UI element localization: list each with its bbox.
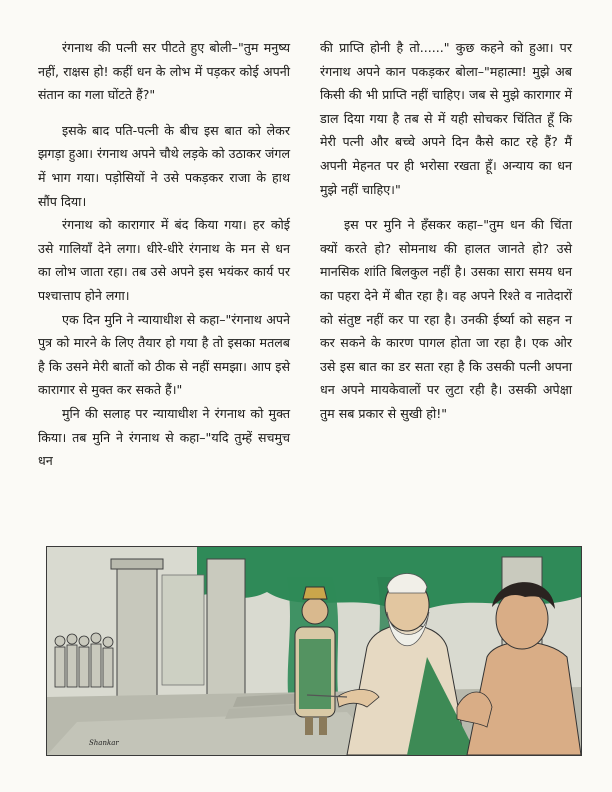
- left-paragraph-4: एक दिन मुनि ने न्यायाधीश से कहा–"रंगनाथ अपने पुत्र को मारने के लिए तैयार हो गया है तो इसका मतलब है कि उसने मेरी बातों को ठीक से नहीं समझा। आप इसे कारागार से मुक्त कर सकते हैं।": [38, 311, 290, 398]
- left-paragraph-5: मुनि की सलाह पर न्यायाधीश ने रंगनाथ को मुक्त किया। तब मुनि ने रंगनाथ से कहा–"यदि तुम्हें सचमुच धन: [38, 405, 290, 469]
- right-paragraph-1: की प्राप्ति होनी है तो......" कुछ कहने को हुआ। पर रंगनाथ अपने कान पकड़कर बोला–"महात्मा! मुझे अब किसी की भी प्राप्ति नहीं चाहिए। जब से मुझे कारागार में डाल दिया गया है तब से में यही सोचकर चिंतित हूँ कि मेरी पत्नी और बच्चे अपने दिन कैसे काट रहे हैं? मैं अपनी मेहनत पर ही भरोसा रखता हूँ। अन्याय का धन मुझे नहीं चाहिए।": [320, 40, 572, 197]
- right-column: [320, 36, 572, 426]
- crowd: [55, 633, 113, 687]
- wall-panel: [162, 575, 204, 685]
- left-paragraph-2: इसके बाद पति-पत्नी के बीच इस बात को लेकर झगड़ा हुआ। रंगनाथ अपने चौथे लड़के को उठाकर जंगल में भाग गया। पड़ोसियों ने उसे पकड़कर राजा के हाथ सौंप दिया।: [38, 122, 290, 209]
- artist-signature: Shankar: [89, 739, 119, 747]
- left-column: [38, 36, 290, 473]
- story-illustration: [46, 546, 582, 756]
- left-paragraph-1: रंगनाथ की पत्नी सर पीटते हुए बोली–"तुम मनुष्य नहीं, राक्षस हो! कहीं धन के लोभ में पड़कर कोई अपनी संतान का गला घोंटते हैं?": [38, 40, 290, 103]
- right-paragraph-2: इस पर मुनि ने हँसकर कहा–"तुम धन की चिंता क्यों करते हो? सोमनाथ की हालत जानते हो? उसे मानसिक शांति बिलकुल नहीं है। उसका सारा समय धन का पहरा देने में बीत रहा है। वह अपने रिश्ते व नातेदारों को संतुष्ट नहीं कर पा रहा है। उनकी ईर्ष्या को सहन न कर सकने के कारण पागल होता जा रहा है। एक ओर उसे इस बात का डर सता रहा है कि उसकी पत्नी अपना धन अपने मायकेवालों पर लुटा रही है। उसकी अपेक्षा तुम सब प्रकार से सुखी हो!": [320, 217, 572, 421]
- illustration-svg: [47, 547, 581, 755]
- left-paragraph-3: रंगनाथ को कारागार में बंद किया गया। हर कोई उसे गालियाँ देने लगा। धीरे-धीरे रंगनाथ के मन से धन का लोभ जाता रहा। तब उसे अपने इस भयंकर कार्य पर पश्चात्ताप होने लगा।: [38, 217, 290, 303]
- pillar-left-capital: [111, 559, 163, 569]
